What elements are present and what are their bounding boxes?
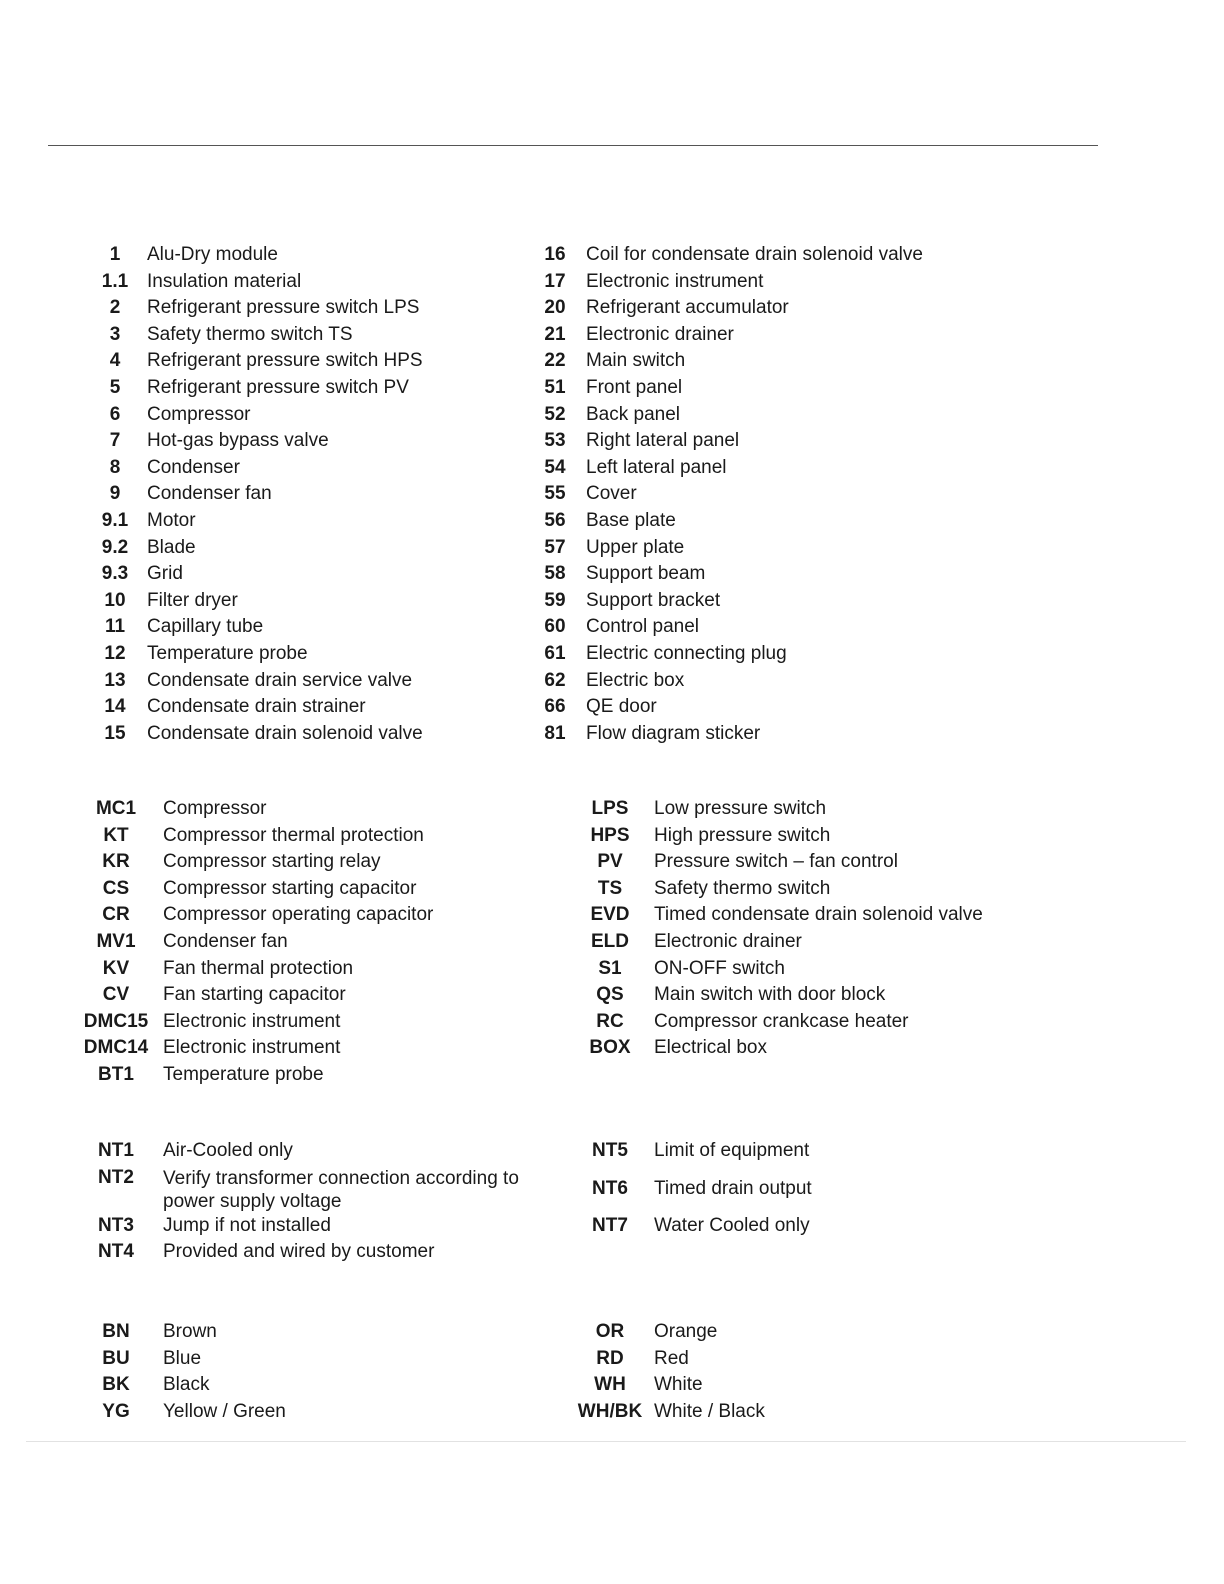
legend-label: Fan starting capacitor [163, 984, 346, 1006]
legend-code: DMC14 [83, 1037, 149, 1059]
legend-code: KR [102, 851, 130, 873]
legend-code: YG [102, 1400, 130, 1422]
legend-label: QE door [586, 696, 657, 718]
legend-code: 51 [544, 376, 566, 398]
legend-code: 10 [104, 589, 126, 611]
legend-code: CV [102, 984, 130, 1006]
legend-code: 3 [109, 323, 121, 345]
legend-code: 12 [104, 642, 126, 664]
legend-label: Compressor thermal protection [163, 824, 424, 846]
legend-label: Coil for condensate drain solenoid valve [586, 244, 923, 265]
legend-code: KT [103, 824, 129, 846]
legend-label: White [654, 1374, 703, 1396]
legend-code: LPS [591, 798, 629, 819]
legend-label: Hot-gas bypass valve [147, 430, 329, 452]
legend-code: 53 [544, 430, 566, 452]
legend-label: Motor [147, 509, 196, 531]
legend-label: Refrigerant accumulator [586, 297, 789, 319]
legend-code: 54 [544, 456, 566, 478]
legend-code: KV [102, 957, 130, 979]
legend-label: Blade [147, 536, 196, 558]
legend-label: Electronic instrument [163, 1037, 341, 1059]
legend-label: Safety thermo switch TS [147, 323, 353, 345]
legend-code: NT2 [98, 1166, 134, 1188]
legend-label: Electric connecting plug [586, 642, 787, 664]
legend-label: Refrigerant pressure switch LPS [147, 297, 420, 319]
legend-code: 62 [544, 669, 566, 691]
legend-code: BN [102, 1321, 130, 1342]
legend-label: Base plate [586, 509, 676, 531]
legend-code: EVD [590, 904, 630, 926]
legend-label: Brown [163, 1321, 217, 1342]
legend-label: Refrigerant pressure switch HPS [147, 350, 423, 372]
legend-code: 1.1 [101, 270, 129, 292]
legend-label: Electrical box [654, 1037, 767, 1059]
legend-code: 57 [544, 536, 566, 558]
legend-label: Compressor starting relay [163, 851, 381, 873]
legend-code: 11 [104, 616, 126, 638]
legend-code: ELD [591, 930, 629, 952]
legend-label: Grid [147, 563, 183, 585]
legend-code: RC [596, 1010, 624, 1032]
legend-code: PV [597, 851, 623, 873]
legend-code: 1 [109, 244, 121, 265]
legend-code: NT1 [98, 1140, 134, 1161]
legend-label: Flow diagram sticker [586, 722, 761, 744]
legend-code: BOX [589, 1037, 631, 1059]
legend-label: Verify transformer connection according to power supply voltage [163, 1167, 519, 1212]
legend-label: Compressor operating capacitor [163, 904, 434, 926]
legend-code: 8 [109, 456, 121, 478]
legend-code: NT3 [98, 1214, 134, 1236]
legend-code: S1 [598, 957, 622, 979]
legend-code: HPS [590, 824, 630, 846]
legend-code: QS [596, 984, 624, 1006]
legend-label: Front panel [586, 376, 683, 398]
legend-label: Jump if not installed [163, 1214, 331, 1236]
legend-code: 60 [544, 616, 566, 638]
legend-code: 14 [104, 696, 126, 718]
legend-label: Pressure switch – fan control [654, 851, 898, 873]
legend-label: Water Cooled only [654, 1215, 810, 1236]
legend-label: Cover [586, 483, 637, 505]
legend-label: Capillary tube [147, 616, 264, 638]
legend-code: 4 [109, 350, 121, 372]
legend-code: 13 [104, 669, 126, 691]
legend-label: Timed condensate drain solenoid valve [654, 904, 983, 926]
legend-label: Timed drain output [654, 1177, 812, 1199]
legend-label: Temperature probe [147, 642, 308, 664]
legend-label: Provided and wired by customer [163, 1241, 435, 1263]
legend-code: OR [595, 1321, 625, 1342]
legend-label: Condenser [147, 456, 240, 478]
legend-code: 20 [544, 297, 566, 319]
legend-code: MV1 [96, 930, 136, 952]
legend-label: Right lateral panel [586, 430, 740, 452]
legend-label: Air-Cooled only [163, 1140, 293, 1161]
legend-label: Orange [654, 1321, 718, 1342]
legend-label: Electric box [586, 669, 685, 691]
legend-label: Refrigerant pressure switch PV [147, 376, 409, 398]
legend-label: Condenser fan [147, 483, 272, 505]
legend-code: BU [102, 1347, 130, 1369]
footer-rule [26, 1441, 1186, 1442]
legend-label: Main switch with door block [654, 984, 886, 1006]
legend-code: CR [102, 904, 130, 926]
legend-label: Condensate drain strainer [147, 696, 366, 718]
legend-label: High pressure switch [654, 824, 831, 846]
legend-label: Electronic drainer [586, 323, 734, 345]
legend-label: Filter dryer [147, 589, 238, 611]
legend-code: 21 [544, 323, 566, 345]
legend-label: Upper plate [586, 536, 685, 558]
legend-label: Control panel [586, 616, 700, 638]
legend-code: 9.2 [101, 536, 129, 558]
legend-code: DMC15 [83, 1010, 149, 1032]
legend-code: 9 [109, 483, 121, 505]
legend-code: NT5 [592, 1140, 628, 1161]
legend-label: Black [163, 1374, 210, 1396]
legend-label: Support bracket [586, 589, 721, 611]
legend-code: NT4 [98, 1241, 134, 1263]
legend-label: Back panel [586, 403, 681, 425]
legend-label: Main switch [586, 350, 686, 372]
legend-code: 59 [544, 589, 566, 611]
legend-label: Compressor crankcase heater [654, 1010, 909, 1032]
legend-label: Fan thermal protection [163, 957, 354, 979]
header-rule [48, 145, 1098, 146]
legend-label: Limit of equipment [654, 1140, 810, 1161]
legend-label: Condenser fan [163, 930, 288, 952]
legend-label: Electronic instrument [163, 1010, 341, 1032]
legend-label: Temperature probe [163, 1063, 324, 1085]
legend-code: 66 [544, 696, 566, 718]
legend-label: Low pressure switch [654, 798, 827, 819]
legend-code: 52 [544, 403, 566, 425]
legend-code: CS [102, 877, 130, 899]
legend-label: Electronic instrument [586, 270, 764, 292]
legend-label: Yellow / Green [163, 1400, 286, 1422]
legend-code: 22 [544, 350, 566, 372]
legend-label: White / Black [654, 1400, 765, 1422]
legend-code: NT7 [592, 1215, 628, 1236]
legend-code: 16 [544, 244, 566, 265]
legend-code: NT6 [592, 1177, 628, 1199]
legend-label: Support beam [586, 563, 706, 585]
legend-code: 15 [104, 722, 126, 744]
legend-code: 6 [109, 403, 121, 425]
legend-label: ON-OFF switch [654, 957, 785, 979]
legend-label: Blue [163, 1347, 202, 1369]
legend-code: 17 [544, 270, 566, 292]
legend-code: RD [596, 1347, 624, 1369]
legend-code: MC1 [95, 798, 137, 819]
legend-label: Red [654, 1347, 689, 1369]
legend-code: BK [102, 1374, 130, 1396]
legend-label: Compressor [147, 403, 251, 425]
legend-label: Condensate drain solenoid valve [147, 722, 423, 744]
legend-label: Safety thermo switch [654, 877, 831, 899]
legend-code: 2 [109, 297, 121, 319]
legend-label: Compressor [163, 798, 267, 819]
legend-label: Electronic drainer [654, 930, 802, 952]
legend-code: 9.1 [101, 509, 129, 531]
legend-label: Condensate drain service valve [147, 669, 413, 691]
legend-code: 55 [544, 483, 566, 505]
legend-label: Insulation material [147, 270, 302, 292]
legend-code: 81 [544, 722, 566, 744]
legend-code: WH/BK [577, 1400, 643, 1422]
legend-code: TS [597, 877, 623, 899]
legend-label: Left lateral panel [586, 456, 727, 478]
legend-code: 61 [544, 642, 566, 664]
legend-label: Compressor starting capacitor [163, 877, 417, 899]
legend-code: 56 [544, 509, 566, 531]
legend-code: 9.3 [101, 563, 129, 585]
legend-code: 58 [544, 563, 566, 585]
legend-code: WH [594, 1374, 626, 1396]
legend-code: BT1 [98, 1063, 134, 1085]
legend-code: 7 [109, 430, 121, 452]
legend-label: Alu-Dry module [147, 244, 278, 265]
legend-code: 5 [109, 376, 121, 398]
